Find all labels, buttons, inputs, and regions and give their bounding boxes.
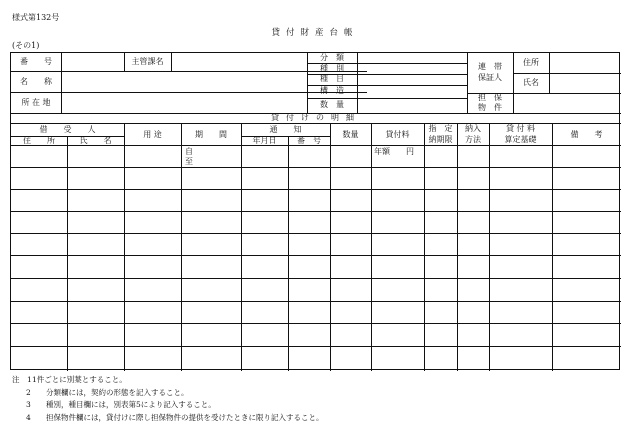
shubetsu-label: 種 別 <box>320 64 344 73</box>
row-line <box>11 189 621 190</box>
nounyu-houhou-header: 納入 <box>465 124 481 133</box>
juusho-label: 住所 <box>523 58 539 67</box>
bunrui-label: 分 類 <box>320 53 344 62</box>
santei-kiso-header: 貸 付 料 <box>505 124 536 133</box>
note-text: 担保物件欄には，貸付けに際し担保物件の提供を受けたときに限り記入すること。 <box>46 412 324 422</box>
form-number: 様式第132号 <box>12 13 60 22</box>
shozaichi-label: 所 在 地 <box>21 98 51 107</box>
kikan-ji-label: 自 <box>185 147 193 156</box>
column-line <box>330 123 331 371</box>
santei-kiso-header: 算定基礎 <box>504 135 537 144</box>
note-number: 注 1 <box>12 375 32 384</box>
kikan-itaru-label: 至 <box>185 157 193 166</box>
note-item <box>12 374 324 387</box>
note-item <box>12 399 324 412</box>
column-line <box>241 123 242 371</box>
row-line <box>11 255 621 256</box>
tsuchi-header: 通 知 <box>269 125 302 134</box>
column-line <box>371 123 372 371</box>
note-item <box>12 387 324 400</box>
suuryou-header: 数量 <box>342 130 359 139</box>
bango-label: 番 号 <box>20 57 52 66</box>
shumoku-label: 種 目 <box>320 74 344 83</box>
row-line <box>11 211 621 212</box>
column-line <box>457 123 458 371</box>
nengappi-header: 年月日 <box>252 136 277 145</box>
column-line <box>552 123 553 371</box>
shimei-label: 氏名 <box>523 78 539 87</box>
meishou-label: 名 称 <box>20 77 52 86</box>
row-line <box>11 167 621 168</box>
nounyu-houhou-header: 方法 <box>465 135 481 144</box>
yoto-header: 用 途 <box>143 130 162 139</box>
suuryou-label: 数 量 <box>320 100 344 109</box>
tanpo-bukken-label: 担 保 <box>478 93 502 102</box>
row-line <box>11 233 621 234</box>
notes <box>12 374 324 424</box>
tsuchi-bango-header: 番 号 <box>297 136 321 145</box>
rentai-hoshounin-label: 保証人 <box>478 73 502 82</box>
rentai-hoshounin-label: 連 帯 <box>478 62 502 71</box>
column-line <box>124 123 125 371</box>
kouzou-label: 構 造 <box>320 86 344 95</box>
note-number: 2 <box>26 387 31 397</box>
grid-line <box>307 98 467 99</box>
tanpo-bukken-label: 物 件 <box>478 103 502 112</box>
note-item <box>12 412 324 425</box>
ledger-table <box>10 52 620 370</box>
column-line <box>181 123 182 371</box>
shitei-noukigen-header: 指 定 <box>428 124 453 133</box>
shimei-header: 氏 名 <box>79 136 112 145</box>
row-line <box>11 323 621 324</box>
note-text: 1件ごとに別葉とすること。 <box>32 375 127 384</box>
kashitsukeryou-header: 貸付料 <box>385 130 410 139</box>
note-text: 種別，種目欄には，別表第5により記入すること。 <box>46 400 216 409</box>
jusho-header: 住 所 <box>23 136 55 145</box>
nengaku-label: 年額 円 <box>374 147 414 156</box>
note-text: 分類欄には，契約の形態を記入すること。 <box>46 387 189 397</box>
kikan-header: 期 間 <box>195 130 227 139</box>
column-line <box>489 123 490 371</box>
row-line <box>11 301 621 302</box>
column-line <box>288 136 289 371</box>
grid-line <box>171 53 172 71</box>
row-line <box>11 346 621 347</box>
biko-header: 備 考 <box>570 130 603 139</box>
grid-line <box>61 53 62 113</box>
column-line <box>424 123 425 371</box>
kariuke-header: 借 受 人 <box>39 125 96 134</box>
row-line <box>11 278 621 279</box>
shukanka-label: 主管課名 <box>131 57 164 66</box>
page-title: 貸付財産台帳 <box>271 28 359 38</box>
form-part-label: (その1) <box>12 41 40 50</box>
grid-line <box>357 53 358 113</box>
shitei-noukigen-header: 納期限 <box>428 135 453 144</box>
grid-line <box>513 73 621 74</box>
section-title: 貸付けの明細 <box>271 113 361 122</box>
note-number: 4 <box>26 412 31 422</box>
note-number: 3 <box>26 400 31 409</box>
grid-line <box>513 93 514 113</box>
column-line <box>67 136 68 371</box>
grid-line <box>549 53 550 93</box>
